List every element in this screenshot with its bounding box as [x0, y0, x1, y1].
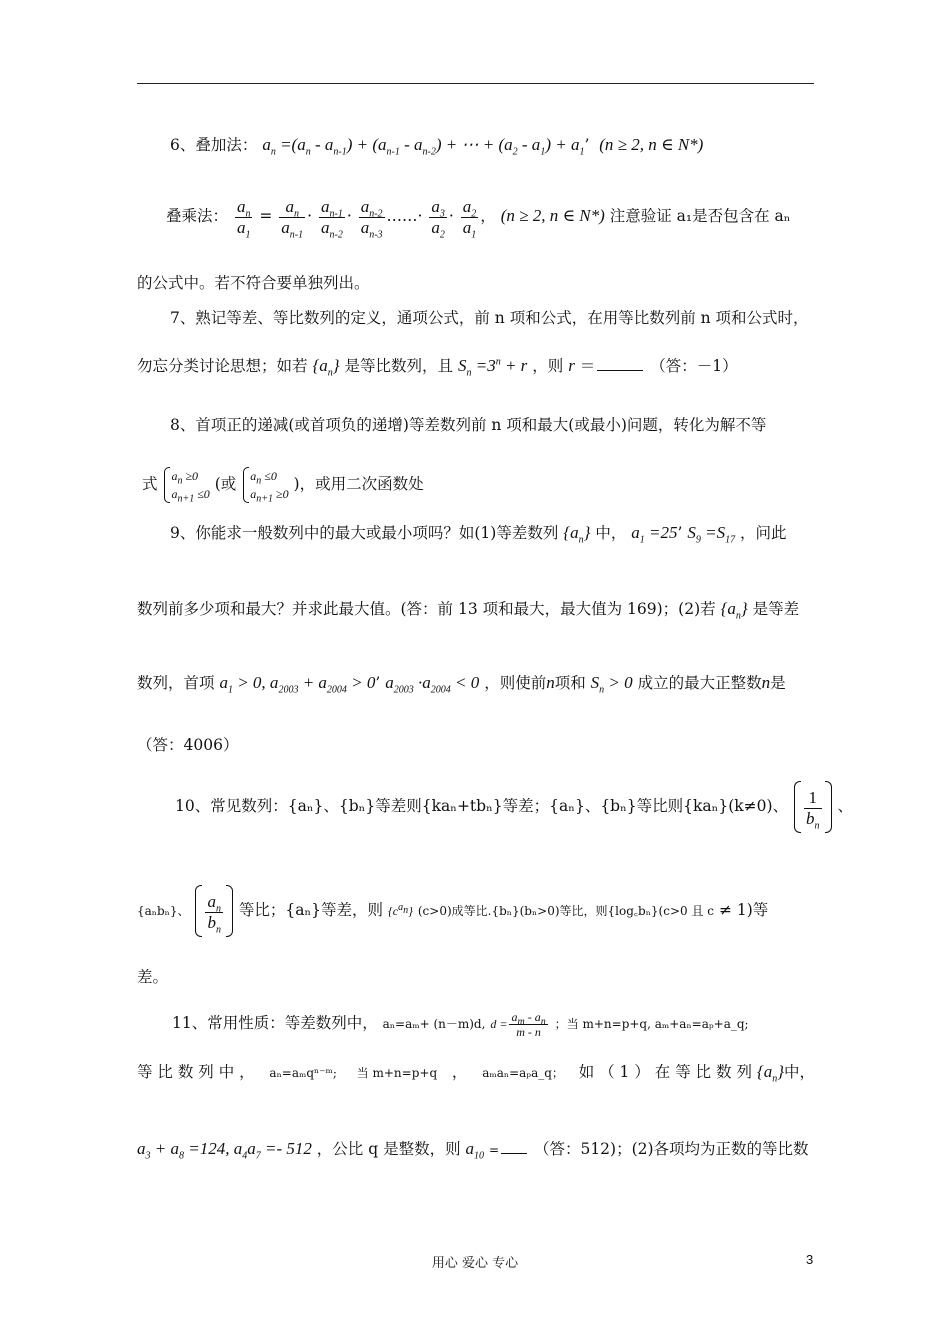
item7-answer: （答：－1） — [650, 357, 738, 375]
item7-line1: 7、熟记等差、等比数列的定义，通项公式，前 n 项和公式，在用等比数列前 n 项和公式时， — [170, 309, 809, 327]
page-footer: 用心 爱心 专心 — [431, 1256, 519, 1271]
item11-line2: 等 比 数 列 中 ， aₙ=aₘqⁿ⁻ᵐ; 当 m+n=p+q ， aₘaₙ=aₚa_q； 如 （ 1 ） 在 等 比 数 列 $\{a_n\}$中， — [137, 1062, 816, 1085]
item8-line2: 式 $a_n \ge 0$ $a_{n+1} \le 0$ (或 $a_n \le 0$ $a_{n+1} \ge 0$ )，或用二次函数处 — [142, 469, 424, 505]
item9-line3: 数列，首项 $a_1 > 0$, $a_{2003} + a_{2004} > 0$’ $a_{2003} \cdot a_{2004} < 0$ ，则使前n项和 $S_n > 0$ 成立的最大正整数n是 — [137, 673, 786, 696]
item10-line1: 10、常见数列：{aₙ}、{bₙ}等差则{kaₙ+tbₙ}等差；{aₙ}、{bₙ}等比则{kaₙ}(k≠0)、 $\frac{1}{b_n}$ 、 — [175, 780, 853, 833]
item6-line: 6、叠加法： $a_n =(a_n - a_{n-1}) + (a_{n-1} - a_{n-2})$ + ⋯ + $(a_2 - a_1) + a_1$’ (n ≥ 2, n ∈ N*) — [170, 135, 704, 158]
item7-line2: 勿忘分类讨论思想；如若 $\{a_n\}$ 是等比数列，且 $S_n =3^n + r$ ，则 r ＝ （答：－1） — [137, 356, 738, 379]
mul-cont: 的公式中。若不符合要单独列出。 — [137, 274, 370, 292]
page-number: 3 — [806, 1252, 814, 1267]
mul-label: 叠乘法： — [166, 207, 229, 225]
header-rule — [137, 83, 814, 84]
item9-line1: 9、你能求一般数列中的最大或最小项吗？如(1)等差数列 $\{a_n\}$ 中， $a_1 =25$’ $S_9 =S_{17}$ ，问此 — [170, 523, 787, 546]
item6-formula-body: $a_n =(a_n - a_{n-1}) + (a_{n-1} - a_{n-2})$ + ⋯ + $(a_2 - a_1) + a_1$ — [262, 135, 585, 158]
item8-line1: 8、首项正的递减(或首项负的递增)等差数列前 n 项和最大(或最小)问题，转化为解不等 — [170, 416, 767, 434]
item9-answer: （答：4006） — [137, 736, 239, 754]
item9-line2: 数列前多少项和最大？并求此最大值。(答：前 13 项和最大，最大值为 169)；(2)若 $\{a_n\}$ 是等差 — [137, 599, 800, 622]
mul-frac-1: $\frac{a_n}{a_1}$ — [236, 196, 251, 240]
item11-line1: 11、常用性质：等差数列中， aₙ=aₘ+ (n－m)d, d = $\frac{a_m - a_n}{m - n}$ ；当 m+n=p+q, aₘ+aₙ=aₚ+a_q; — [172, 1009, 749, 1039]
item11-line3: $a_3 + a_8 =124$, $a_4a_7 =- 512$ ，公比 q 是整数，则 $a_{10}$ = （答：512)；(2)各项均为正数的等比数 — [137, 1139, 809, 1162]
mul-note: 注意验证 a₁是否包含在 aₙ — [609, 207, 791, 225]
item10-line2: {aₙbₙ}、 $\frac{a_n}{b_n}$ 等比；{aₙ}等差，则 $\{c^{a_n}\}$ (c>0)成等比.{bₙ}(bₙ>0)等比，则{log꜀bₙ}(c>0 且 c ≠ 1)等 — [137, 884, 768, 937]
item6-label: 6、叠加法： — [170, 136, 258, 154]
mul-condition: (n ≥ 2, n ∈ N*) — [500, 206, 605, 225]
item10-line3: 差。 — [137, 968, 169, 986]
mul-line: 叠乘法： $\frac{a_n}{a_1}$ = $\frac{a_n}{a_{n-1}}$ · $\frac{a_{n-1}}{a_{n-2}}$ · $\frac{a_{n-2}}{a_{n-3}}$ ……· $\frac{a_3}{a_2}$ · $\frac{a_2}{a_1}$ ， (n ≥ 2, n ∈ N*) 注意验证 a₁是否包含在 aₙ — [166, 196, 791, 240]
item6-condition: (n ≥ 2, n ∈ N*) — [599, 135, 704, 154]
